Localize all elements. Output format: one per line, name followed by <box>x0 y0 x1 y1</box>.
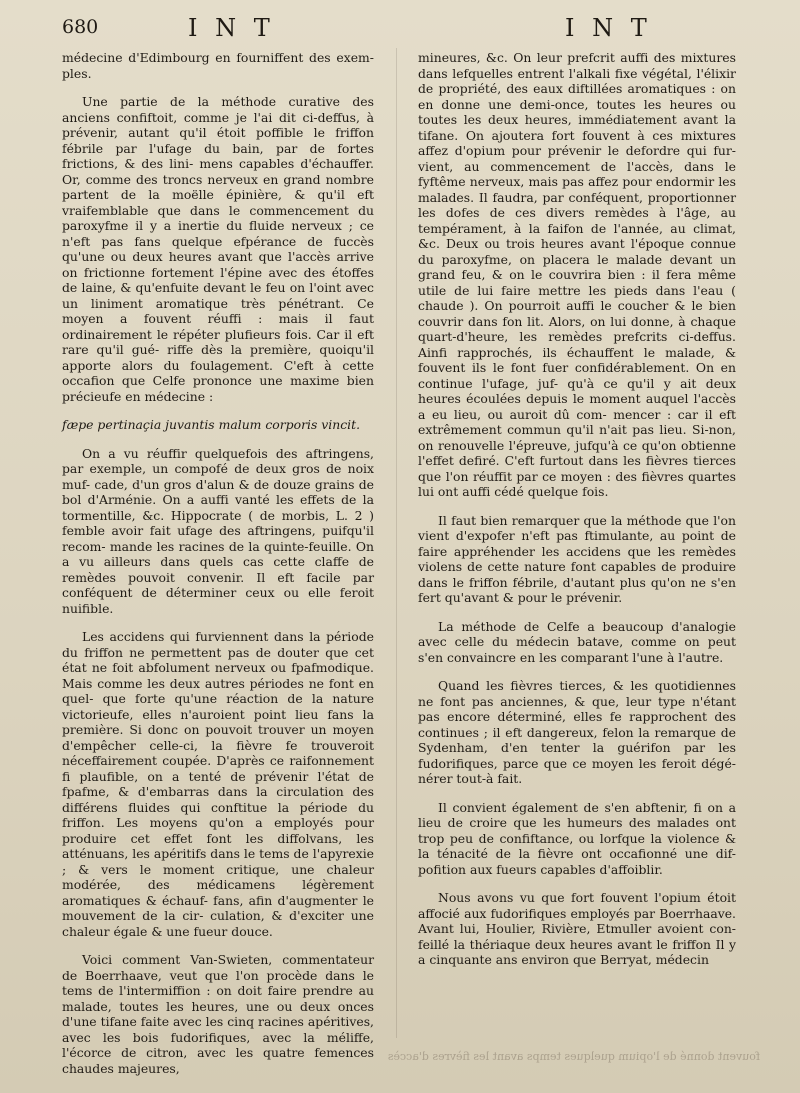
left-column <box>62 50 374 1089</box>
paragraph: La méthode de Celfe a beaucoup d'analogie avec celle du médecin batave, comme on peut s'en convaincre en les comparant l'une à l'autre. <box>418 618 736 665</box>
paragraph: mineures, &c. On leur prefcrit auffi des mixtures dans lefquelles entrent l'alkali fixe végétal, l'élixir de propriété, des eaux diftillées aromatiques : on en donne une demi-once, toutes les heures ou toutes les deux heures, immédiatement avant la tifane. On ajoutera fort fouvent à ces mixtures affez d'opium pour prévenir le defordre qui fur- vient, au commencement de l'accès, dans le fyftême nerveux, mais pas affez pour endormir les malades. Il faudra, par conféquent, proportionner les dofes de ces divers remèdes à l'âge, au tempérament, à la faifon de l'année, au climat, &c. Deux ou trois heures avant l'époque connue du paroxyfme, on placera le malade devant un grand feu, & on le couvrira bien : il fera même utile de lui faire mettre les pieds dans l'eau ( chaude ). On pourroit auffi le coucher & le bien couvrir dans fon lit. Alors, on lui donne, à chaque quart-d'heure, les remèdes prefcrits ci-deffus. Ainfi rapprochés, ils échauffent le malade, & fouvent ils le font fuer confidérablement. On en continue l'ufage, juf- qu'à ce qu'il y ait deux heures écoulées depuis le moment auquel l'accès a eu lieu, ou auroit dû com- mencer : car il eft extrêmement commun qu'il n'ait pas lieu. Si-non, on renouvelle l'épreuve, jufqu'à ce qu'on obtienne l'effet defiré. C'eft furtout dans les fièvres tierces que l'on réuffit par ce moyen : des fièvres quartes lui ont auffi cédé quelque fois. <box>418 50 736 499</box>
page-number: 680 <box>62 16 99 38</box>
latin-maxim: fæpe pertinaçia juvantis malum corporis vincit. <box>62 417 361 432</box>
bleed-through-text: fouvent donné de l'opium quelques temps avant les fièvres d'accès <box>387 1050 760 1063</box>
paragraph: Voici comment Van-Swieten, commentateur de Boerrhaave, veut que l'on procède dans le tems de l'intermiffion : on doit faire prendre au malade, toutes les heures, une ou deux onces d'une tifane faite avec les cinq racines apéritives, avec les bois fudorifiques, avec la méliffe, l'écorce de citron, avec les quatre femences chaudes majeures, <box>62 952 374 1076</box>
paragraph: Il convient également de s'en abftenir, fi on a lieu de croire que les humeurs des malades ont trop peu de confiftance, ou lorfque la violence & la ténacité de la fièvre ont occafionné une dif- pofition aux fueurs capables d'affoiblir. <box>418 799 736 877</box>
page-header <box>0 14 800 44</box>
paragraph: Quand les fièvres tierces, & les quotidiennes ne font pas anciennes, & que, leur type n'étant pas encore déterminé, elles fe rapprochent des continues ; il eft dangereux, felon la remarque de Sydenham, d'en tenter la guérifon par les fudorifiques, parce que ce moyen les feroit dégé- nérer tout-à fait. <box>418 678 736 786</box>
running-head-right: I N T <box>565 14 652 42</box>
paragraph: Nous avons vu que fort fouvent l'opium étoit affocié aux fudorifiques employés par Boerrhaave. Avant lui, Houlier, Rivière, Etmuller avoient con- feillé la thériaque deux heures avant le friffon Il y a cinquante ans environ que Berryat, médecin <box>418 890 736 967</box>
paragraph: Il faut bien remarquer que la méthode que l'on vient d'expofer n'eft pas ftimulante, au point de faire appréhender les accidens que les remèdes violens de cette nature font capables de produire dans le friffon fébrile, d'autant plus qu'on ne s'en fert qu'avant & pour le prévenir. <box>418 512 736 605</box>
paragraph: médecine d'Edimbourg en fourniffent des exem- ples. <box>62 50 374 81</box>
paragraph: Une partie de la méthode curative des anciens confiftoit, comme je l'ai dit ci-deffus, à prévenir, autant qu'il étoit poffible le friffon fébrile par l'ufage du bain, par de fortes frictions, & des lini- mens capables d'échauffer. Or, comme des troncs nerveux en grand nombre partent de la moëlle épinière, & qu'il eft vraifemblable que dans le commencement du paroxyfme il y a inertie du fluide nerveux ; ce n'eft pas fans quelque efpérance de fuccès qu'une ou deux heures avant que l'accès arrive on frictionne fortement l'épine avec des étoffes de laine, & qu'enfuite devant le feu on l'oint avec un liniment aromatique très pénétrant. Ce moyen a fouvent réuffi : mais il faut ordinairement le répéter plufieurs fois. Car il eft rare qu'il gué- riffe dès la première, quoiqu'il apporte alors du foulagement. C'eft à cette occafion que Celfe prononce une maxime bien précieufe en médecine : <box>62 94 374 404</box>
right-column <box>418 50 736 981</box>
running-head-left: I N T <box>188 14 275 42</box>
paragraph: Les accidens qui furviennent dans la période du friffon ne permettent pas de douter que cet état ne foit abfolument nerveux ou fpafmodique. Mais comme les deux autres périodes ne font en quel- que forte qu'une réaction de la nature victorieufe, elles n'auroient point lieu fans la première. Si donc on pouvoit trouver un moyen d'empêcher celle-ci, la fièvre fe trouveroit néceffairement coupée. D'après ce raifonnement fi plaufible, on a tenté de prévenir l'état de fpafme, & d'embarras dans la circulation des différens fluides qui conftitue la période du friffon. Les moyens qu'on a employés pour produire cet effet font les diffolvans, les atténuans, les apéritifs dans le tems de l'apyrexie ; & vers le moment critique, une chaleur modérée, des médicamens légèrement aromatiques & échauf- fans, afin d'augmenter le mouvement de la cir- culation, & d'exciter une chaleur égale & une fueur douce. <box>62 629 374 939</box>
paragraph: On a vu réuffir quelquefois des aftringens, par exemple, un compofé de deux gros de noix muf- cade, d'un gros d'alun & de douze grains de bol d'Arménie. On a auffi vanté les effets de la tormentille, &c. Hippocrate ( de morbis, L. 2 ) femble avoir fait ufage des aftringens, puifqu'il recom- mande les racines de la quinte-feuille. On a vu ailleurs dans quels cas cette claffe de remèdes pouvoit convenir. Il eft facile par conféquent de déterminer ceux ou elle feroit nuifible. <box>62 445 374 616</box>
column-gutter <box>396 48 397 1038</box>
